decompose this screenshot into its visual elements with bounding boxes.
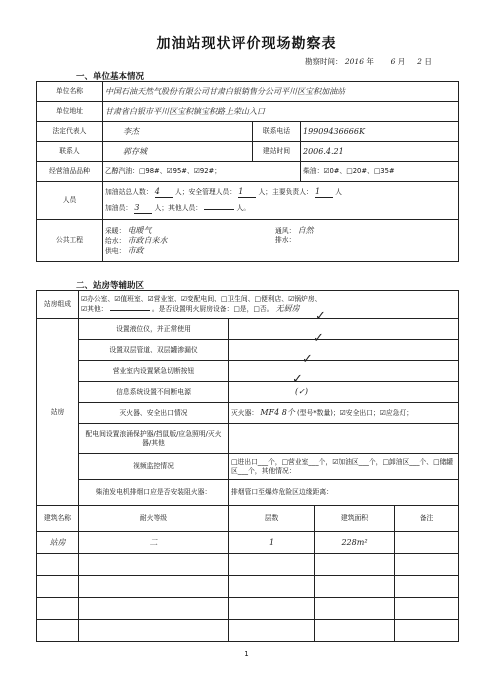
composition-other-label: ☑其他： xyxy=(81,304,108,313)
public-line-3 xyxy=(105,246,456,256)
staff-safety-value: 1 xyxy=(238,187,256,198)
table-row xyxy=(37,554,459,576)
section-2-heading: 二、站房等辅助区 xyxy=(76,281,145,291)
fuel-label: 经营油品品种 xyxy=(37,162,103,182)
staff-label: 人员 xyxy=(37,182,103,220)
building-table xyxy=(36,505,459,642)
check-item-6-result xyxy=(229,424,459,454)
staff-other-text: 人；其他人员： xyxy=(154,204,203,212)
staff-safety-text: 人；安全管理人员： xyxy=(174,188,237,196)
heating-value: 电暖气 xyxy=(127,225,152,235)
note-header: 备注 xyxy=(395,506,459,532)
check-item-3-result xyxy=(229,361,459,382)
table-row xyxy=(37,598,459,620)
note-cell xyxy=(395,532,459,554)
staff-head-unit: 人 xyxy=(335,188,342,196)
check-mark-icon: ✓ xyxy=(292,372,303,387)
composition-kitchen-note: 无厨房 xyxy=(275,303,300,313)
water-supply-value: 市政自来水 xyxy=(127,235,168,245)
staff-fueler-value: 3 xyxy=(134,203,152,214)
ventilation-label: 通风： xyxy=(275,226,296,235)
composition-line-1: ☑办公室、☑值班室、☑营业室、☑变配电间、□卫生间、□便利店、☑锅炉房、 xyxy=(81,295,322,304)
station-room-label: 站房 xyxy=(37,319,79,506)
staff-total-text: 加油站总人数： xyxy=(105,188,153,196)
ups-result: (✓) xyxy=(295,387,308,396)
check-item-2: 设置双层管道、双层罐渗漏仪 xyxy=(79,340,229,361)
survey-month: 6 xyxy=(390,57,396,66)
station-table xyxy=(36,290,459,506)
staff-line-1 xyxy=(105,187,456,198)
staff-line-2 xyxy=(105,203,456,214)
survey-time xyxy=(305,56,432,67)
staff-head-value: 1 xyxy=(315,187,333,198)
survey-month-suffix: 月 xyxy=(397,57,406,66)
fire-grade-cell: 二 xyxy=(79,532,229,554)
check-mark-icon: ✓ xyxy=(313,331,324,346)
staff-head-text: 人；主要负责人： xyxy=(258,188,313,196)
check-item-7: 视频监控情况 xyxy=(79,454,229,480)
check-item-5-result xyxy=(229,403,459,424)
check-item-7-result: □进出口___个，□营业室___个，☑加油区___个，□卸油区___个、□储罐区___个，其他情况： xyxy=(229,454,459,480)
check-item-4: 信息系统设置不间断电源 xyxy=(79,382,229,403)
public-works-label: 公共工程 xyxy=(37,220,103,262)
check-item-5: 灭火器、安全出口情况 xyxy=(79,403,229,424)
check-item-1-result xyxy=(229,319,459,340)
unit-name-value: 中国石油天然气股份有限公司甘肃白银销售分公司平川区宝积加油站 xyxy=(103,82,459,102)
fire-grade-header: 耐火等级 xyxy=(79,506,229,532)
check-item-1: 设置液位仪，并正常使用 xyxy=(79,319,229,340)
public-works-cell xyxy=(103,220,459,262)
check-item-2-result xyxy=(229,340,459,361)
contact-label: 联系人 xyxy=(37,142,103,162)
fuel-gasoline: 乙醇汽油：□98#、☑95#、☑92#； xyxy=(103,162,301,182)
staff-fueler-text: 加油员： xyxy=(105,204,133,212)
built-time-value: 2006.4.21 xyxy=(301,142,459,162)
floors-header: 层数 xyxy=(229,506,315,532)
phone-value: 19909436666K xyxy=(301,122,459,142)
public-line-1 xyxy=(105,226,456,236)
staff-cell xyxy=(103,182,459,220)
survey-time-label: 勘察时间： xyxy=(305,57,343,66)
unit-name-label: 单位名称 xyxy=(37,82,103,102)
composition-line-2 xyxy=(81,304,456,314)
survey-year-suffix: 年 xyxy=(366,57,374,66)
composition-kitchen-question: 。是否设置明火厨房设备：□是，□否。 xyxy=(151,304,274,313)
check-item-6: 配电间设置浪涌保护器/挡鼠版/应急照明/灭火器/其他 xyxy=(79,424,229,454)
drainage-label: 排水： xyxy=(275,235,296,244)
table-row xyxy=(37,620,459,642)
area-cell: 228m² xyxy=(315,532,395,554)
phone-label: 联系电话 xyxy=(253,122,301,142)
contact-value: 郭存城 xyxy=(103,142,253,162)
station-composition-cell xyxy=(79,291,459,319)
legal-rep-label: 法定代表人 xyxy=(37,122,103,142)
check-mark-icon: ✓ xyxy=(302,352,313,367)
check-item-8: 柴油发电机排烟口应是否安装阻火器： xyxy=(79,480,229,506)
extinguisher-label: 灭火器： xyxy=(231,409,259,417)
power-value: 市政 xyxy=(127,245,144,255)
ventilation-value: 自然 xyxy=(297,225,314,235)
heating-label: 采暖： xyxy=(105,226,126,235)
area-header: 建筑面积 xyxy=(315,506,395,532)
extinguisher-details: (型号*数量)；☑安全出口；☑应急灯； xyxy=(297,409,414,417)
survey-year: 2016 xyxy=(344,57,364,66)
table-row xyxy=(37,576,459,598)
unit-address-value: 甘肃省白银市平川区宝积镇宝积路上荣山入口 xyxy=(103,102,459,122)
floors-cell: 1 xyxy=(229,532,315,554)
page-number: 1 xyxy=(244,650,249,658)
power-label: 供电： xyxy=(105,246,126,255)
check-item-4-result xyxy=(229,382,459,403)
fuel-diesel: 柴油：☑0#、□20#、□35# xyxy=(301,162,459,182)
composition-other-blank xyxy=(110,310,150,311)
check-mark-icon: ✓ xyxy=(315,309,326,324)
survey-day: 2 xyxy=(417,57,422,66)
public-line-2 xyxy=(105,236,456,246)
staff-total-value: 4 xyxy=(155,187,173,198)
building-name-header: 建筑名称 xyxy=(37,506,79,532)
document-title: 加油站现状评价现场勘察表 xyxy=(156,36,337,52)
staff-other-unit: 人。 xyxy=(236,204,251,212)
table-row xyxy=(37,532,459,554)
survey-day-suffix: 日 xyxy=(424,57,432,66)
legal-rep-value: 李杰 xyxy=(103,122,253,142)
check-item-3: 营业室内设置紧急切断按钮 xyxy=(79,361,229,382)
check-item-8-result: 排烟管口至爆炸危险区边缘距离： xyxy=(229,480,459,506)
station-composition-label: 站房组成 xyxy=(37,291,79,319)
water-supply-label: 给水： xyxy=(105,236,126,245)
staff-other-blank xyxy=(204,209,234,210)
extinguisher-value: MF4 8个 xyxy=(260,408,295,417)
unit-address-label: 单位地址 xyxy=(37,102,103,122)
building-name-cell: 站房 xyxy=(37,532,79,554)
unit-info-table xyxy=(36,81,459,262)
section-1-heading: 一、单位基本情况 xyxy=(76,72,145,82)
built-time-label: 建站时间 xyxy=(253,142,301,162)
